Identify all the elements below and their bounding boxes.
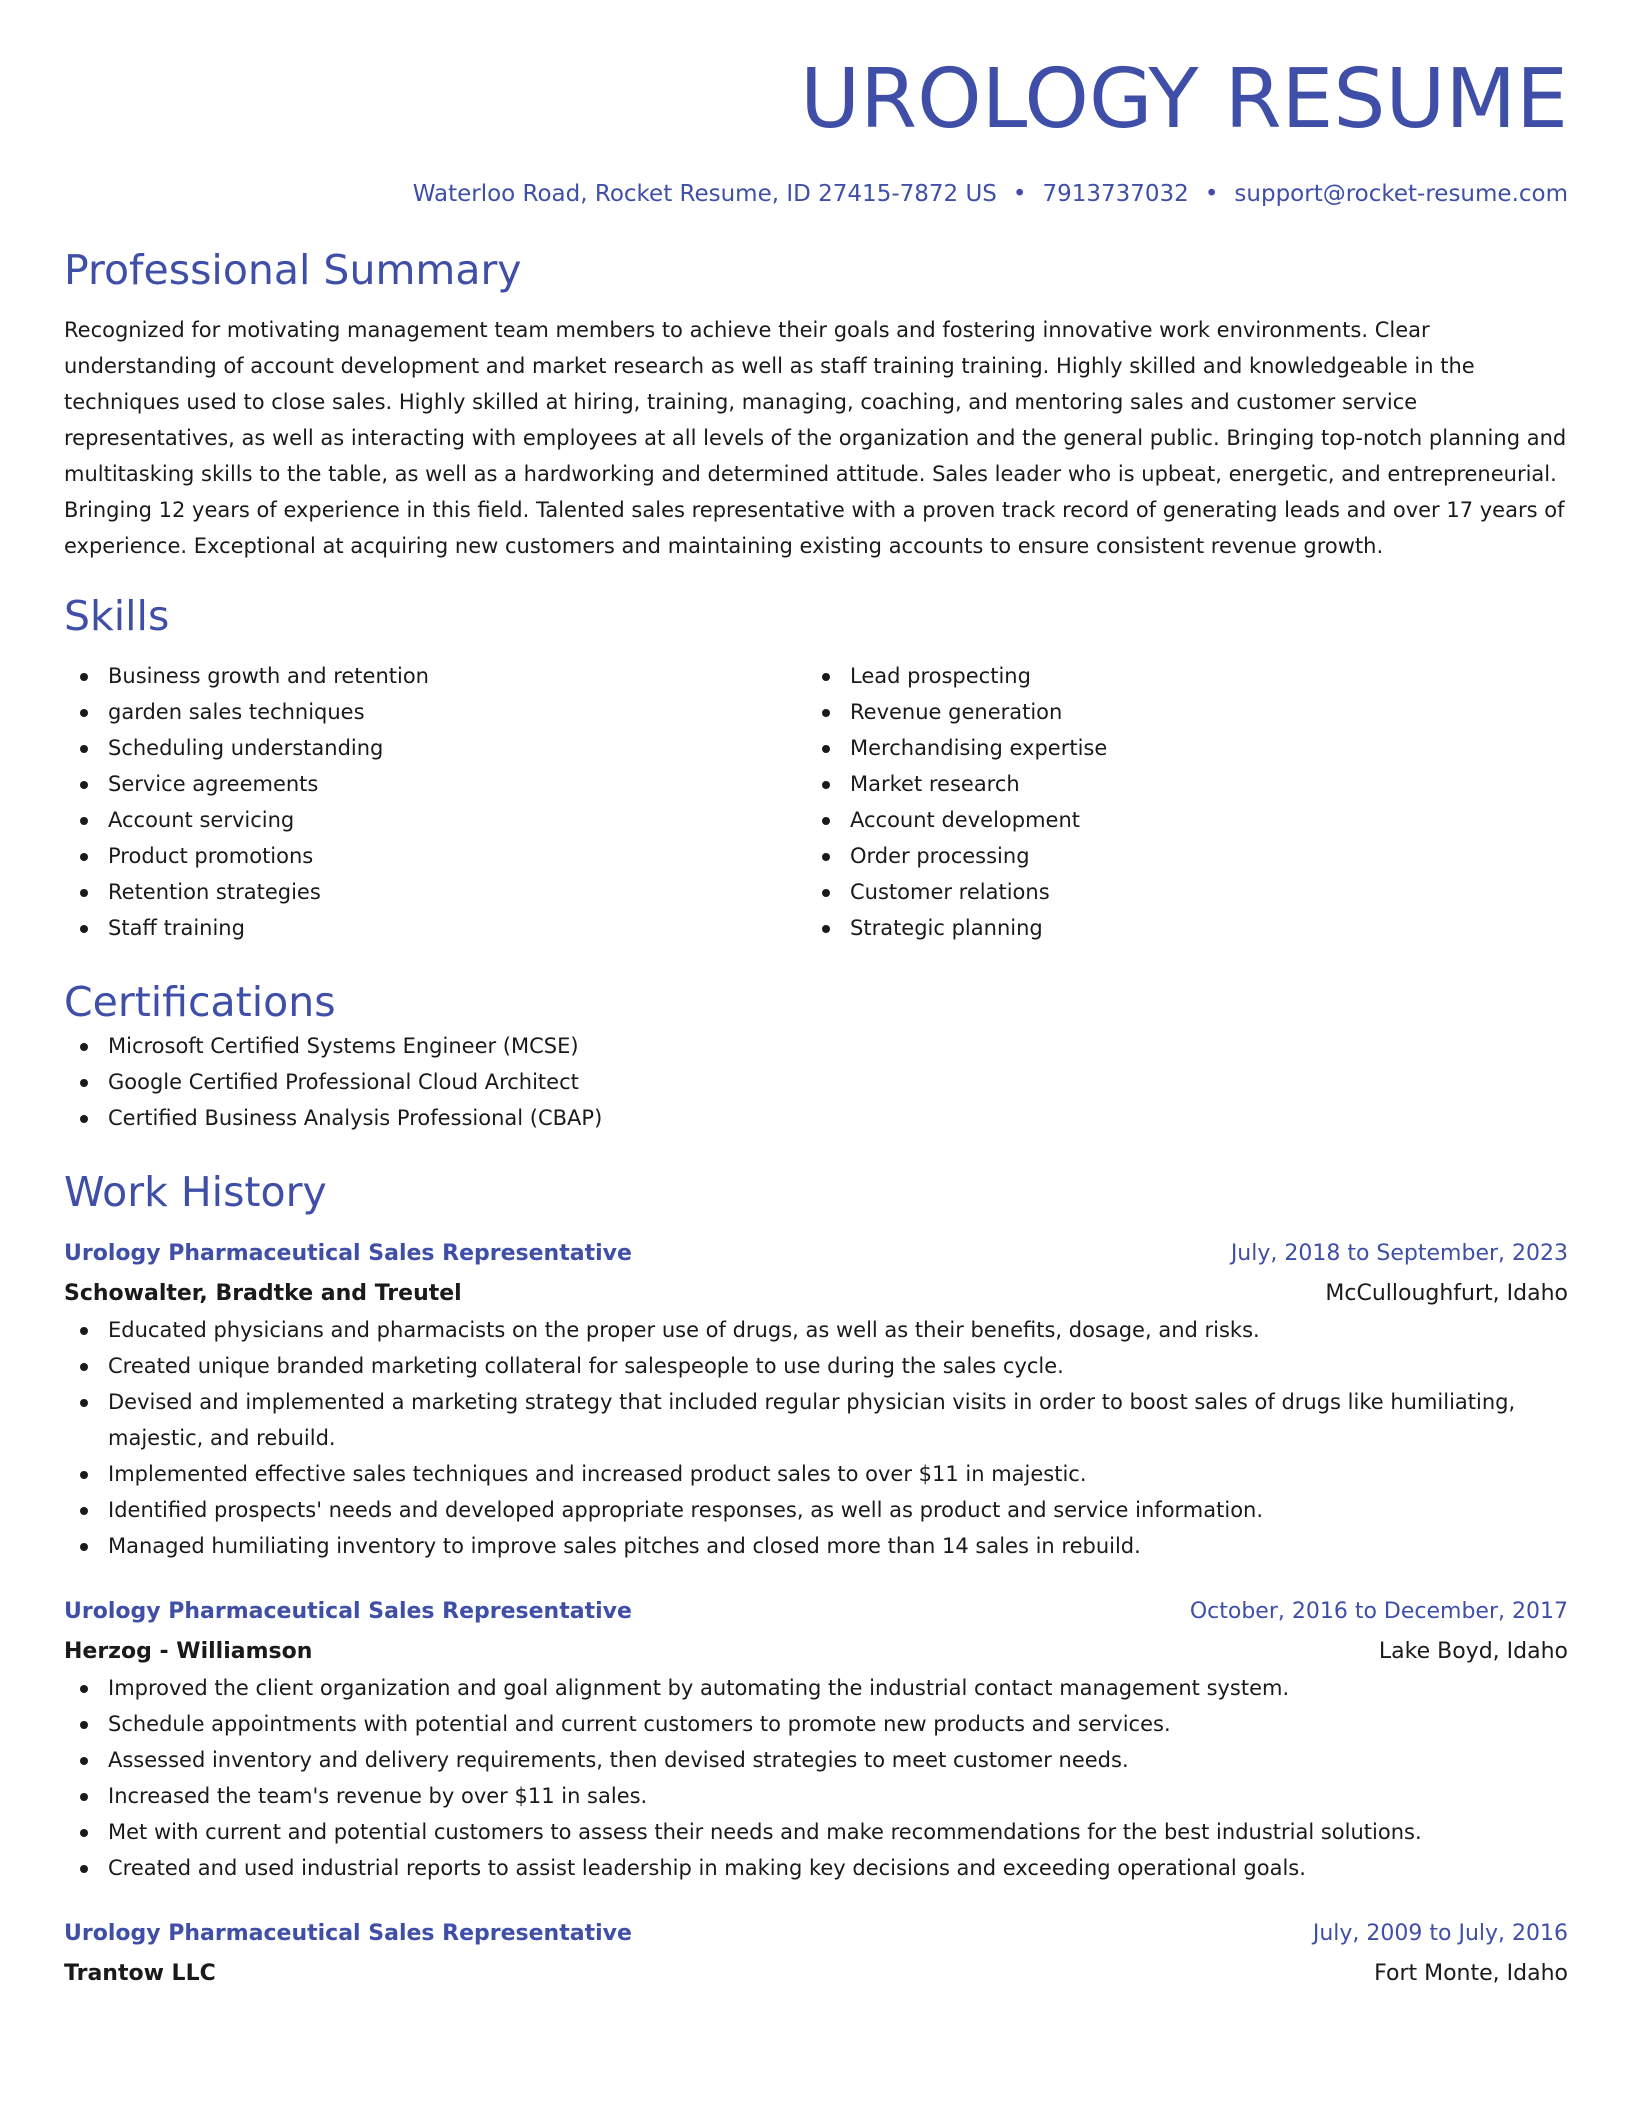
summary-paragraph: Recognized for motivating management team members to achieve their goals and fostering innovative work environments. Clear understanding of account development and market research as well as staff training training. Highly skilled and knowledgeable in the techniques used to close sales. Highly skilled at hiring, training, managing, coaching, and mentoring sales and customer service representatives, as well as interacting with employees at all levels of the organization and the general public. Bringing top-notch planning and multitasking skills to the table, as well as a hardworking and determined attitude. Sales leader who is upbeat, energetic, and entrepreneurial. Bringing 12 years of experience in this field. Talented sales representative with a proven track record of generating leads and over 17 years of experience. Exceptional at acquiring new customers and maintaining existing accounts to ensure consistent revenue growth. <box>64 318 1567 558</box>
contact-email: support@rocket-resume.com <box>1234 181 1568 207</box>
job-title-row <box>64 1236 1568 1272</box>
job-company-row <box>64 1272 1568 1312</box>
job-bullet: Schedule appointments with potential and current customers to promote new products and services. <box>64 1706 1568 1742</box>
skill-item: Order processing <box>806 838 1548 874</box>
skill-item: Merchandising expertise <box>806 730 1548 766</box>
certification-item: Google Certified Professional Cloud Architect <box>64 1064 1568 1100</box>
job-bullet: Increased the team's revenue by over $11 in sales. <box>64 1778 1568 1814</box>
work-history-heading: Work History <box>64 1168 327 1216</box>
skill-item: Retention strategies <box>64 874 806 910</box>
job-bullet: Assessed inventory and delivery requirements, then devised strategies to meet customer needs. <box>64 1742 1568 1778</box>
certification-item: Microsoft Certified Systems Engineer (MCSE) <box>64 1028 1568 1064</box>
skill-item: garden sales techniques <box>64 694 806 730</box>
certifications-heading: Certifications <box>64 978 336 1026</box>
job-bullet: Educated physicians and pharmacists on the proper use of drugs, as well as their benefits, dosage, and risks. <box>64 1312 1568 1348</box>
skill-item: Product promotions <box>64 838 806 874</box>
job-title-row <box>64 1594 1568 1630</box>
skill-item: Lead prospecting <box>806 658 1548 694</box>
skill-item: Revenue generation <box>806 694 1548 730</box>
job-bullet: Implemented effective sales techniques and increased product sales to over $11 in majestic. <box>64 1456 1568 1492</box>
skill-item: Account servicing <box>64 802 806 838</box>
contact-separator: • <box>1204 181 1219 207</box>
resume-title: UROLOGY RESUME <box>800 52 1568 147</box>
job-entry <box>64 1236 1568 1564</box>
contact-line <box>64 178 1568 210</box>
skill-item: Strategic planning <box>806 910 1548 946</box>
job-entry <box>64 1594 1568 1886</box>
job-company: Herzog - Williamson <box>64 1639 313 1664</box>
job-company: Schowalter, Bradtke and Treutel <box>64 1281 462 1306</box>
job-bullet-list <box>64 1670 1568 1886</box>
job-location: Lake Boyd, Idaho <box>1378 1639 1568 1664</box>
job-entry <box>64 1916 1568 1992</box>
job-bullet: Identified prospects' needs and developed appropriate responses, as well as product and service information. <box>64 1492 1568 1528</box>
job-bullet: Improved the client organization and goal alignment by automating the industrial contact management system. <box>64 1670 1568 1706</box>
skill-item: Staff training <box>64 910 806 946</box>
job-location: Fort Monte, Idaho <box>1374 1961 1568 1986</box>
skill-item: Market research <box>806 766 1548 802</box>
job-dates: July, 2009 to July, 2016 <box>1312 1921 1568 1946</box>
skill-item: Business growth and retention <box>64 658 806 694</box>
job-dates: July, 2018 to September, 2023 <box>1230 1241 1568 1266</box>
job-bullet-list <box>64 1312 1568 1564</box>
job-title: Urology Pharmaceutical Sales Representative <box>64 1921 632 1946</box>
skill-item: Scheduling understanding <box>64 730 806 766</box>
skills-heading: Skills <box>64 592 170 640</box>
contact-separator: • <box>1012 181 1027 207</box>
job-bullet: Met with current and potential customers to assess their needs and make recommendations for the best industrial solutions. <box>64 1814 1568 1850</box>
job-title-row <box>64 1916 1568 1952</box>
skills-list-left <box>64 658 806 946</box>
job-dates: October, 2016 to December, 2017 <box>1189 1599 1568 1624</box>
skill-item: Service agreements <box>64 766 806 802</box>
certifications-list <box>64 1028 1568 1136</box>
job-title: Urology Pharmaceutical Sales Representative <box>64 1599 632 1624</box>
summary-heading: Professional Summary <box>64 246 522 294</box>
certification-item: Certified Business Analysis Professional (CBAP) <box>64 1100 1568 1136</box>
skill-item: Customer relations <box>806 874 1548 910</box>
skill-item: Account development <box>806 802 1548 838</box>
job-bullet: Managed humiliating inventory to improve sales pitches and closed more than 14 sales in rebuild. <box>64 1528 1568 1564</box>
job-title: Urology Pharmaceutical Sales Representative <box>64 1241 632 1266</box>
job-company-row <box>64 1630 1568 1670</box>
job-location: McCulloughfurt, Idaho <box>1325 1281 1568 1306</box>
job-bullet: Devised and implemented a marketing strategy that included regular physician visits in order to boost sales of drugs like humiliating, majestic, and rebuild. <box>64 1384 1568 1456</box>
contact-phone: 7913737032 <box>1042 181 1189 207</box>
job-bullet: Created and used industrial reports to assist leadership in making key decisions and exceeding operational goals. <box>64 1850 1568 1886</box>
job-company: Trantow LLC <box>64 1961 216 1986</box>
contact-address: Waterloo Road, Rocket Resume, ID 27415-7872 US <box>412 181 997 207</box>
skills-grid <box>64 658 1568 946</box>
job-company-row <box>64 1952 1568 1992</box>
skills-list-right <box>806 658 1548 946</box>
job-bullet: Created unique branded marketing collateral for salespeople to use during the sales cycle. <box>64 1348 1568 1384</box>
